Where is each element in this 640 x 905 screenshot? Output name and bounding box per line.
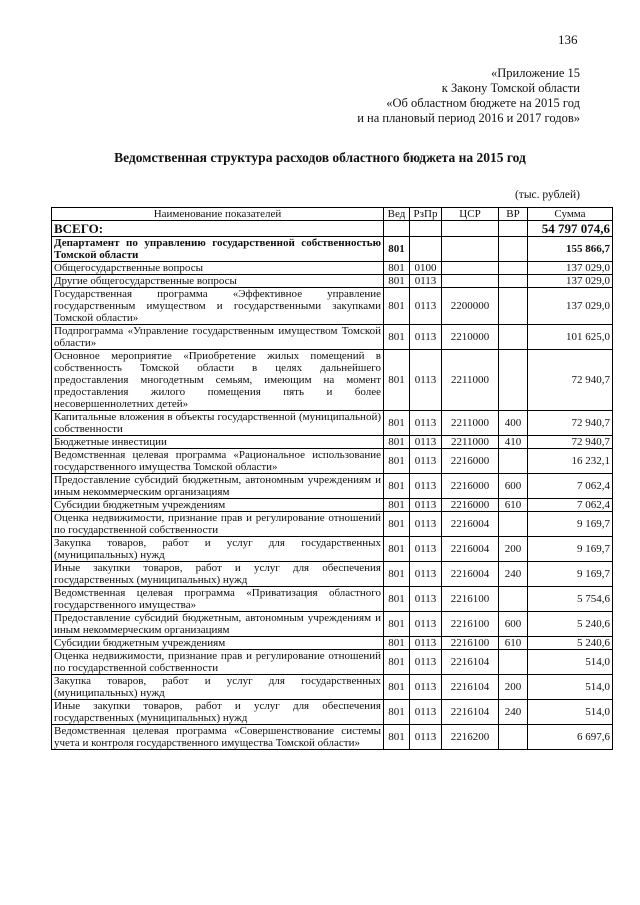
cell-ved: 801 [384,288,410,325]
table-row [52,637,613,650]
cell-rzpr: 0100 [410,262,442,275]
cell-name: Общегосударственные вопросы [52,262,384,275]
cell-ved: 801 [384,325,410,350]
cell-rzpr: 0113 [410,537,442,562]
cell-rzpr: 0113 [410,512,442,537]
appendix-line: и на плановый период 2016 и 2017 годов» [357,111,580,125]
header-name: Наименование показателей [52,208,384,221]
cell-csr: 2211000 [442,350,499,411]
table-row [52,288,613,325]
header-sum: Сумма [528,208,613,221]
cell-sum: 137 029,0 [528,275,613,288]
cell-sum: 7 062,4 [528,474,613,499]
cell-ved: 801 [384,449,410,474]
cell-rzpr: 0113 [410,449,442,474]
cell-sum: 5 240,6 [528,612,613,637]
cell-name: Капитальные вложения в объекты государственной (муниципальной) собственности [52,411,384,436]
unit-label: (тыс. рублей) [514,189,580,201]
table-row [52,650,613,675]
cell-sum: 9 169,7 [528,537,613,562]
cell-sum: 7 062,4 [528,499,613,512]
header-ved: Вед [384,208,410,221]
cell-name: Предоставление субсидий бюджетным, автономным учреждениям и иным некоммерческим организациям [52,612,384,637]
table-row [52,700,613,725]
cell-rzpr [410,237,442,262]
table-row [52,537,613,562]
cell-name: Оценка недвижимости, признание прав и регулирование отношений по государственной собственности [52,512,384,537]
cell-csr: 2216000 [442,474,499,499]
cell-csr: 2210000 [442,325,499,350]
cell-ved: 801 [384,725,410,750]
cell-rzpr: 0113 [410,612,442,637]
page-number: 136 [558,32,578,47]
cell-name: Ведомственная целевая программа «Совершенствование системы учета и контроля государственного имущества Томской области» [52,725,384,750]
cell-csr: 2216104 [442,700,499,725]
table-row [52,587,613,612]
table-row [52,325,613,350]
cell-rzpr: 0113 [410,350,442,411]
cell-vr [499,275,528,288]
cell-vr [499,350,528,411]
table-row [52,436,613,449]
table-row [52,275,613,288]
cell-ved: 801 [384,436,410,449]
cell-rzpr: 0113 [410,637,442,650]
table-row [52,474,613,499]
cell-sum: 72 940,7 [528,411,613,436]
appendix-line: к Закону Томской области [441,81,580,95]
cell-ved: 801 [384,411,410,436]
cell-vr: 240 [499,700,528,725]
cell-rzpr: 0113 [410,675,442,700]
cell-csr [442,237,499,262]
cell-sum: 137 029,0 [528,262,613,275]
cell-name: Основное мероприятие «Приобретение жилых помещений в собственность Томской области в целях дальнейшего предоставления многодетным семьям, имеющим на момент предоставления жилого помещения пять и более несовершеннолетних детей» [52,350,384,411]
cell-csr: 2216100 [442,637,499,650]
cell-rzpr: 0113 [410,700,442,725]
cell-sum: 137 029,0 [528,288,613,325]
table-row [52,350,613,411]
cell-csr: 2216000 [442,449,499,474]
cell-rzpr: 0113 [410,650,442,675]
cell-name: Закупка товаров, работ и услуг для государственных (муниципальных) нужд [52,675,384,700]
cell-csr: 2216104 [442,650,499,675]
cell-ved: 801 [384,587,410,612]
cell-vr [499,237,528,262]
cell-ved: 801 [384,562,410,587]
cell-vr: 600 [499,612,528,637]
cell-vr: 200 [499,675,528,700]
cell-rzpr: 0113 [410,474,442,499]
cell-csr: 2216100 [442,612,499,637]
cell-vr [499,262,528,275]
cell-vr [499,587,528,612]
table-row [52,562,613,587]
cell-name: Государственная программа «Эффективное управление государственным имуществом и государственными закупками Томской области» [52,288,384,325]
cell-rzpr: 0113 [410,411,442,436]
cell-sum: 514,0 [528,700,613,725]
cell-vr: 240 [499,562,528,587]
cell-sum: 72 940,7 [528,350,613,411]
cell-csr: 2216004 [442,537,499,562]
cell-csr: 2200000 [442,288,499,325]
cell-rzpr [410,221,442,237]
cell-sum: 16 232,1 [528,449,613,474]
cell-name: Субсидии бюджетным учреждениям [52,637,384,650]
cell-ved: 801 [384,675,410,700]
cell-ved: 801 [384,237,410,262]
cell-ved: 801 [384,700,410,725]
cell-name: Иные закупки товаров, работ и услуг для обеспечения государственных (муниципальных) нужд [52,700,384,725]
header-rzpr: РзПр [410,208,442,221]
cell-name: Предоставление субсидий бюджетным, автономным учреждениям и иным некоммерческим организациям [52,474,384,499]
cell-rzpr: 0113 [410,288,442,325]
cell-vr: 200 [499,537,528,562]
cell-ved: 801 [384,262,410,275]
cell-ved: 801 [384,537,410,562]
cell-rzpr: 0113 [410,587,442,612]
cell-name: Ведомственная целевая программа «Рациональное использование государственного имущества Томской области» [52,449,384,474]
table-row [52,612,613,637]
cell-sum: 514,0 [528,675,613,700]
cell-sum: 5 754,6 [528,587,613,612]
cell-name: Ведомственная целевая программа «Приватизация областного государственного имущества» [52,587,384,612]
cell-csr: 2211000 [442,411,499,436]
table-row [52,449,613,474]
cell-name: Иные закупки товаров, работ и услуг для обеспечения государственных (муниципальных) нужд [52,562,384,587]
cell-vr [499,512,528,537]
cell-ved [384,221,410,237]
cell-rzpr: 0113 [410,499,442,512]
cell-vr: 600 [499,474,528,499]
cell-vr [499,725,528,750]
cell-csr: 2216200 [442,725,499,750]
cell-csr: 2211000 [442,436,499,449]
cell-csr: 2216000 [442,499,499,512]
cell-sum: 72 940,7 [528,436,613,449]
header-csr: ЦСР [442,208,499,221]
cell-csr: 2216100 [442,587,499,612]
cell-sum: 155 866,7 [528,237,613,262]
cell-sum: 514,0 [528,650,613,675]
appendix-header [357,66,580,126]
cell-sum: 54 797 074,6 [528,221,613,237]
document-title: Ведомственная структура расходов областного бюджета на 2015 год [114,150,526,165]
cell-rzpr: 0113 [410,325,442,350]
table-row [52,512,613,537]
cell-rzpr: 0113 [410,725,442,750]
cell-sum: 9 169,7 [528,512,613,537]
header-vr: ВР [499,208,528,221]
cell-vr [499,325,528,350]
cell-vr: 400 [499,411,528,436]
cell-vr: 410 [499,436,528,449]
cell-name: Подпрограмма «Управление государственным имуществом Томской области» [52,325,384,350]
appendix-line: «Об областном бюджете на 2015 год [386,96,580,110]
cell-name: Закупка товаров, работ и услуг для государственных (муниципальных) нужд [52,537,384,562]
table-row [52,411,613,436]
cell-ved: 801 [384,637,410,650]
budget-table [51,207,613,750]
cell-ved: 801 [384,650,410,675]
appendix-line: «Приложение 15 [491,66,580,80]
cell-rzpr: 0113 [410,562,442,587]
cell-vr [499,650,528,675]
table-row [52,675,613,700]
cell-name: Оценка недвижимости, признание прав и регулирование отношений по государственной собственности [52,650,384,675]
cell-sum: 5 240,6 [528,637,613,650]
cell-vr [499,288,528,325]
table-row [52,237,613,262]
cell-name: Другие общегосударственные вопросы [52,275,384,288]
cell-vr: 610 [499,499,528,512]
cell-vr: 610 [499,637,528,650]
cell-ved: 801 [384,350,410,411]
cell-csr: 2216004 [442,562,499,587]
cell-ved: 801 [384,612,410,637]
cell-ved: 801 [384,275,410,288]
table-row [52,499,613,512]
cell-name: Субсидии бюджетным учреждениям [52,499,384,512]
table-header-row [52,208,613,221]
cell-sum: 101 625,0 [528,325,613,350]
cell-ved: 801 [384,474,410,499]
cell-csr [442,221,499,237]
cell-csr: 2216004 [442,512,499,537]
cell-ved: 801 [384,512,410,537]
cell-csr [442,262,499,275]
table-row [52,262,613,275]
cell-sum: 6 697,6 [528,725,613,750]
cell-name: Департамент по управлению государственной собственностью Томской области [52,237,384,262]
cell-csr: 2216104 [442,675,499,700]
table-row [52,221,613,237]
cell-name: Бюджетные инвестиции [52,436,384,449]
cell-csr [442,275,499,288]
cell-rzpr: 0113 [410,275,442,288]
cell-vr [499,449,528,474]
cell-rzpr: 0113 [410,436,442,449]
table-row [52,725,613,750]
cell-name: ВСЕГО: [52,221,384,237]
cell-ved: 801 [384,499,410,512]
cell-sum: 9 169,7 [528,562,613,587]
cell-vr [499,221,528,237]
